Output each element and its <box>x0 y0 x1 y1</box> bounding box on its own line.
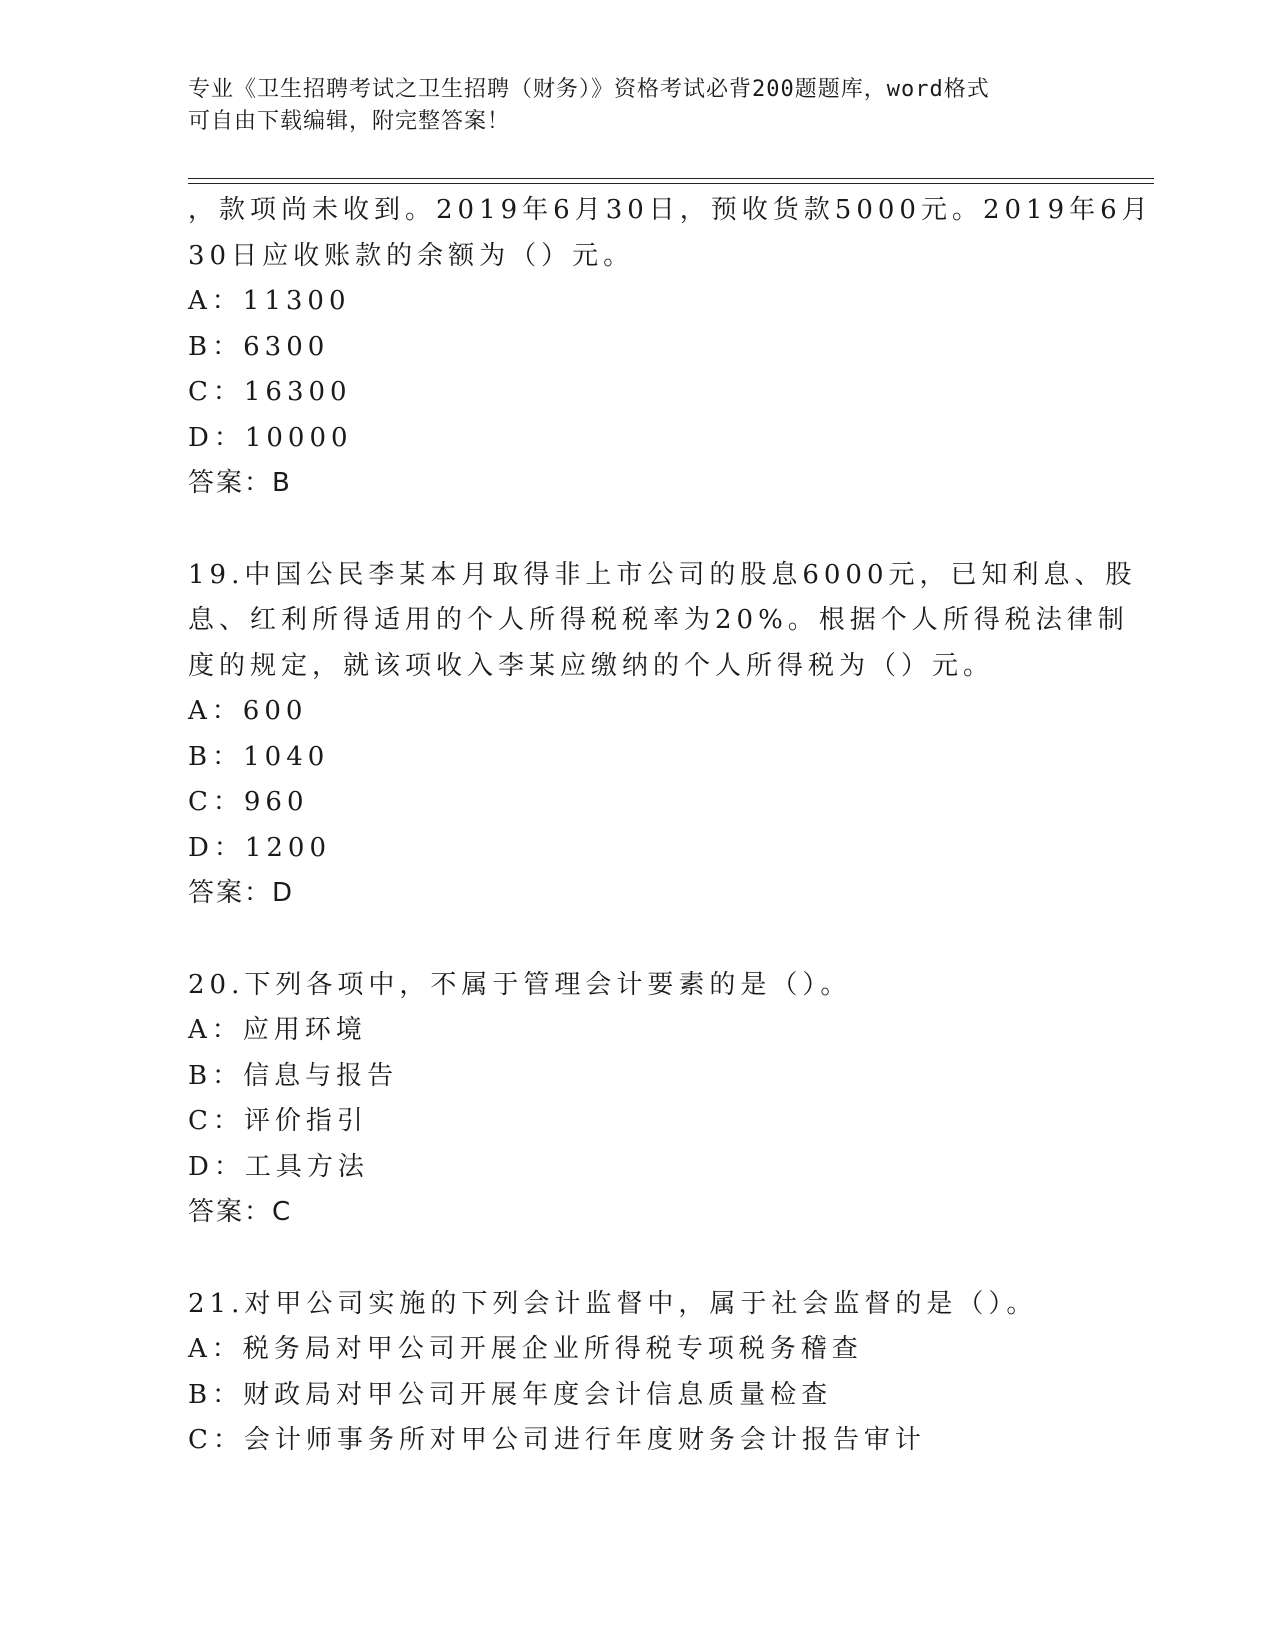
header-divider-bottom <box>188 183 1154 184</box>
option-a: A：600 <box>188 696 308 726</box>
question-19 <box>188 553 1137 917</box>
question-list <box>188 188 1153 1464</box>
option-c: C：16300 <box>188 377 352 407</box>
option-c: C：960 <box>188 787 309 817</box>
option-b: B：财政局对甲公司开展年度会计信息质量检查 <box>188 1379 833 1410</box>
option-c: C：会计师事务所对甲公司进行年度财务会计报告审计 <box>188 1425 926 1455</box>
question-stem-line: 息、红利所得适用的个人所得税税率为20%。根据个人所得税法律制 <box>188 605 1129 635</box>
question-stem-line: 30日应收账款的余额为（）元。 <box>188 240 635 271</box>
question-stem-line: 19.中国公民李某本月取得非上市公司的股息6000元，已知利息、股 <box>188 559 1137 590</box>
header-title-line-2: 可自由下载编辑，附完整答案！ <box>188 109 511 134</box>
answer-line: 答案：D <box>188 878 295 908</box>
question-20 <box>188 963 1088 1236</box>
option-b: B：1040 <box>188 741 330 772</box>
question-stem-line: ，款项尚未收到。2019年6月30日，预收货款5000元。2019年6月 <box>188 195 1153 225</box>
option-d: D：1200 <box>188 832 332 863</box>
option-a: A：应用环境 <box>188 1015 367 1045</box>
answer-line: 答案：C <box>188 1197 293 1227</box>
header-title-line-1: 专业《卫生招聘考试之卫生招聘（财务）》资格考试必背200题题库，word格式 <box>188 77 990 102</box>
option-a: A：税务局对甲公司开展企业所得税专项税务稽查 <box>188 1334 863 1364</box>
header-divider-top <box>188 178 1154 179</box>
option-b: B：6300 <box>188 331 330 362</box>
question-spacer <box>188 917 1088 963</box>
question-stem-line: 20.下列各项中，不属于管理会计要素的是（）。 <box>188 969 852 1000</box>
option-a: A：11300 <box>188 286 351 316</box>
question-21 <box>188 1282 1088 1464</box>
question-stem-line: 21.对甲公司实施的下列会计监督中，属于社会监督的是（）。 <box>188 1288 1038 1319</box>
option-c: C：评价指引 <box>188 1106 368 1136</box>
option-d: D：10000 <box>188 422 353 453</box>
answer-line: 答案：B <box>188 468 292 498</box>
question-18 <box>188 188 1153 507</box>
question-spacer <box>188 507 1088 553</box>
document-header <box>188 74 1088 138</box>
question-spacer <box>188 1236 1088 1282</box>
option-d: D：工具方法 <box>188 1151 369 1182</box>
option-b: B：信息与报告 <box>188 1060 399 1091</box>
question-stem-line: 度的规定，就该项收入李某应缴纳的个人所得税为（）元。 <box>188 650 995 681</box>
